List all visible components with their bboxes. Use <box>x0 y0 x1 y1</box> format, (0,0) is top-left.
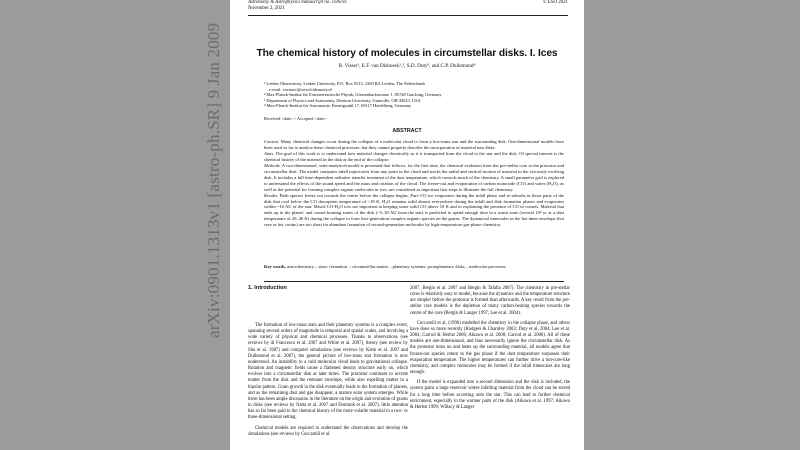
affiliations <box>264 81 564 109</box>
affiliation-2: ² Max-Planck-Institut für Extraterrestrische Physik, Giessenbachstrasse 1, 85748 Garching, Germany <box>264 92 442 98</box>
journal-line: Astronomy & Astrophysics manuscript no. collices <box>248 0 347 5</box>
running-header <box>248 0 568 13</box>
copyright: © ESO 2021 <box>542 0 568 5</box>
header-rule <box>248 15 568 16</box>
affiliation-4: ⁴ Max-Planck-Institut für Astronomie, Koenigstuhl 17, 69117 Heidelberg, Germany <box>264 103 412 109</box>
abstract-results: Results. Both species freeze out towards the centre before the collapse begins. Pure CO ice evaporates during the infall phase and re-adsorbs in those parts of the disk that cool below the CO desorption temperature of ~18 K. H₂O remains solid almost everywhere during the infall and disk formation phases and evaporates within ~10 AU of the star. Mixed CO-H₂O ices are important in keeping some solid CO above 18 K and in explaining the presence of CO in comets. Material that ends up in the planet- and comet-forming zones of the disk (~5–30 AU from the star) is predicted to spend enough time in a warm zone (several 10⁴ yr at a dust temperature of 20–40 K) during the collapse to form first-generation complex organic species on the grains. The dynamical timescales in the hot inner envelope (hot core or hot corino) are too short for abundant formation of second-generation molecules by high-temperature gas-phase chemistry. <box>264 192 565 228</box>
keywords <box>264 264 564 270</box>
authors: R. Visser¹, E.F. van Dishoeck¹,², S.D. Doty³, and C.P. Dullemond⁴ <box>338 63 476 69</box>
paper-page <box>230 0 584 450</box>
paper-title: The chemical history of molecules in circumstellar disks. I. Ices <box>256 48 558 59</box>
paragraph: 2007, Bergin et al. 2007 and Bergin & Tafalla 2007). The chemistry in pre-stellar cores is relatively easy to model, because the dynamics and the temperature structure are simpler before the protostar is formed than afterwards. A key result from the pre-stellar core models is the depletion of many carbon-bearing species towards the centre of the core (Bergin & Langer 1997; Lee et al. 2004). <box>410 286 570 316</box>
keywords-label: Key words. <box>264 264 286 269</box>
section-heading: 1. Introduction <box>248 285 287 291</box>
paragraph: Chemical models are required to understand the observations and develop the simulations (see reviews by Ceccarelli et al. <box>248 425 408 437</box>
keywords-text: astrochemistry – stars: formation – circumstellar matter – planetary systems: protoplanetary disks – molecular processes <box>287 264 506 269</box>
abstract-aims: Aims. The goal of this work is to understand how material changes chemically as it is transported from the cloud to the star and the disk. Of special interest is the chemical history of the material in the disk at the end of the collapse. <box>264 150 564 162</box>
abstract-methods: Methods. A two-dimensional, semi-analytical model is presented that follows, for the first time, the chemical evolution from the pre-stellar core to the protostar and circumstellar disk. The model computes infall trajectories from any point in the cloud and tracks the radial and vertical motion of material in the viscously evolving disk. It includes a full time-dependent radiative transfer treatment of the dust temperature, which controls much of the chemistry. A small parameter grid is explored to understand the effects of the sound speed and the mass and rotation of the cloud. The freeze-out and evaporation of carbon monoxide (CO) and water (H₂O), as well as the potential for forming complex organic molecules in ices, are considered as important first steps to illustrate the full chemistry. <box>264 162 564 192</box>
received-line: Received <date> / Accepted <date> <box>264 116 327 121</box>
paragraph: If the model is expanded into a second dimension and the disk is included, the system gains a large reservoir where infalling material from the cloud can be stored for a long time before accreting onto the star. This can lead to further chemical enrichment, especially in the warmer parts of the disk (Aikawa et al. 1997; Aikawa & Herbst 1999; Willacy & Langer <box>410 380 570 410</box>
abstract <box>264 139 564 228</box>
left-column <box>248 323 408 438</box>
abstract-context: Context. Many chemical changes occur during the collapse of a molecular cloud to form a low-mass star and the surrounding disk. One-dimensional models have been used so far to analyse these chemical processes, but they cannot properly describe the incorporation of material into disks. <box>264 139 564 150</box>
paragraph: Ceccarelli et al. (1996) modelled the chemistry in the collapse phase, and others have done so more recently (Rodgers & Charnley 2003; Doty et al. 2004; Lee et al. 2004; Garrod & Herbst 2006; Aikawa et al. 2008; Garrod et al. 2008). All of these models are one-dimensional, and thus necessarily ignore the circumstellar disk. As the protostar turns on and heats up the surrounding material, all models agree that frozen-out species return to the gas phase if the dust temperature surpasses their evaporation temperature. The higher temperatures can further drive a hot-core-like chemistry, and complex molecules may be formed if the infall timescales are long enough. <box>410 320 570 376</box>
right-column <box>410 286 570 411</box>
arxiv-side-stamp: arXiv:0901.1313v1 [astro-ph.SR] 9 Jan 2009 <box>204 22 223 338</box>
affiliation-3: ³ Department of Physics and Astronomy, Denison University, Granville, OH 43023, USA <box>264 97 421 103</box>
author-email[interactable]: e-mail: ruvisser@strw.leidenuniv.nl <box>269 86 332 92</box>
affiliation-1: ¹ Leiden Observatory, Leiden University, P.O. Box 9513, 2300 RA Leiden, The Netherlands <box>264 81 426 86</box>
paragraph: The formation of low-mass stars and their planetary systems is a complex event, spanning several orders of magnitude in temporal and spatial scales, and involving a wide variety of physical and chemical processes. Thanks to observations (see reviews by di Francesco et al. 2007 and White et al. 2007), theory (see review by Shu et al. 1987) and computer simulations (see reviews by Klein et al. 2007 and Dullemond et al. 2007), the general picture of low-mass star formation is now understood. An instability in a cold molecular cloud leads to gravitational collapse. Rotation and magnetic fields cause a flattened density structure early on, which evolves into a circumstellar disk at later times. The protostar continues to accrete matter from the disk and the remnant envelope, while also expelling matter in a bipolar pattern. Grain growth in the disk eventually leads to the formation of planets, and as the remaining dust and gas disappear, a mature solar system emerges. While there has been ample discussion in the literature on the origin and evolution of grains in disks (see reviews by Natta et al. 2007 and Dominik et al. 2007), little attention has so far been paid to the chemical history of the more volatile material in a two- or three-dimensional setting. <box>248 323 408 421</box>
keywords-rule <box>264 281 564 282</box>
abstract-heading: ABSTRACT <box>392 128 422 134</box>
date-line: November 2, 2021 <box>248 6 285 12</box>
